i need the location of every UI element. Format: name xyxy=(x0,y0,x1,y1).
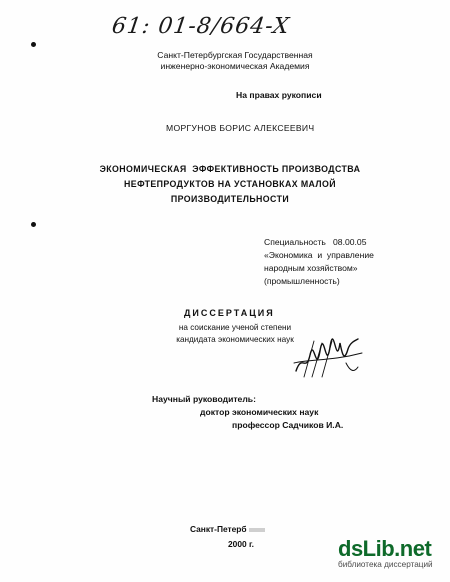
dissertation-heading: ДИССЕРТАЦИЯ xyxy=(184,308,275,318)
handwritten-code-text: 61: 01-8/664-X xyxy=(110,14,292,39)
title-line: ПРОИЗВОДИТЕЛЬНОСТИ xyxy=(170,194,290,204)
specialty-line: Специальность 08.00.05 xyxy=(264,237,367,247)
dslib-watermark xyxy=(338,536,442,574)
degree-line: на соискание ученой степени xyxy=(178,323,292,332)
title-line: НЕФТЕПРОДУКТОВ НА УСТАНОВКАХ МАЛОЙ xyxy=(124,179,336,189)
signature-image xyxy=(292,333,364,381)
title-line: ЭКОНОМИЧЕСКАЯ ЭФФЕКТИВНОСТЬ ПРОИЗВОДСТВА xyxy=(99,164,361,174)
year-text: 2000 г. xyxy=(228,539,254,549)
advisor-line: профессор Садчиков И.А. xyxy=(232,420,344,430)
dslib-logo: dsLib.net xyxy=(338,536,432,561)
degree-line: кандидата экономических наук xyxy=(176,335,294,344)
specialty-block xyxy=(264,236,434,288)
blurred-text xyxy=(249,528,265,532)
punch-hole-dot xyxy=(31,42,36,47)
author-name: МОРГУНОВ БОРИС АЛЕКСЕЕВИЧ xyxy=(166,123,315,133)
institution-block xyxy=(90,50,380,72)
advisor-line: Научный руководитель: xyxy=(152,394,256,404)
institution-line: инженерно-экономическая Академия xyxy=(160,61,310,71)
advisor-line: доктор экономических наук xyxy=(200,407,319,417)
city-line xyxy=(190,524,265,534)
dissertation-title xyxy=(70,162,390,207)
city-text: Санкт-Петерб xyxy=(190,524,247,534)
institution-line: Санкт-Петербургская Государственная xyxy=(157,50,313,60)
specialty-line: народным хозяйством» xyxy=(264,263,358,273)
dslib-subtitle: библиотека диссертаций xyxy=(338,560,433,569)
handwritten-code xyxy=(112,14,322,54)
punch-hole-dot xyxy=(31,222,36,227)
specialty-line: (промышленность) xyxy=(264,276,340,286)
advisor-block xyxy=(152,393,352,432)
specialty-line: «Экономика и управление xyxy=(264,250,374,260)
rights-note: На правах рукописи xyxy=(236,90,322,100)
